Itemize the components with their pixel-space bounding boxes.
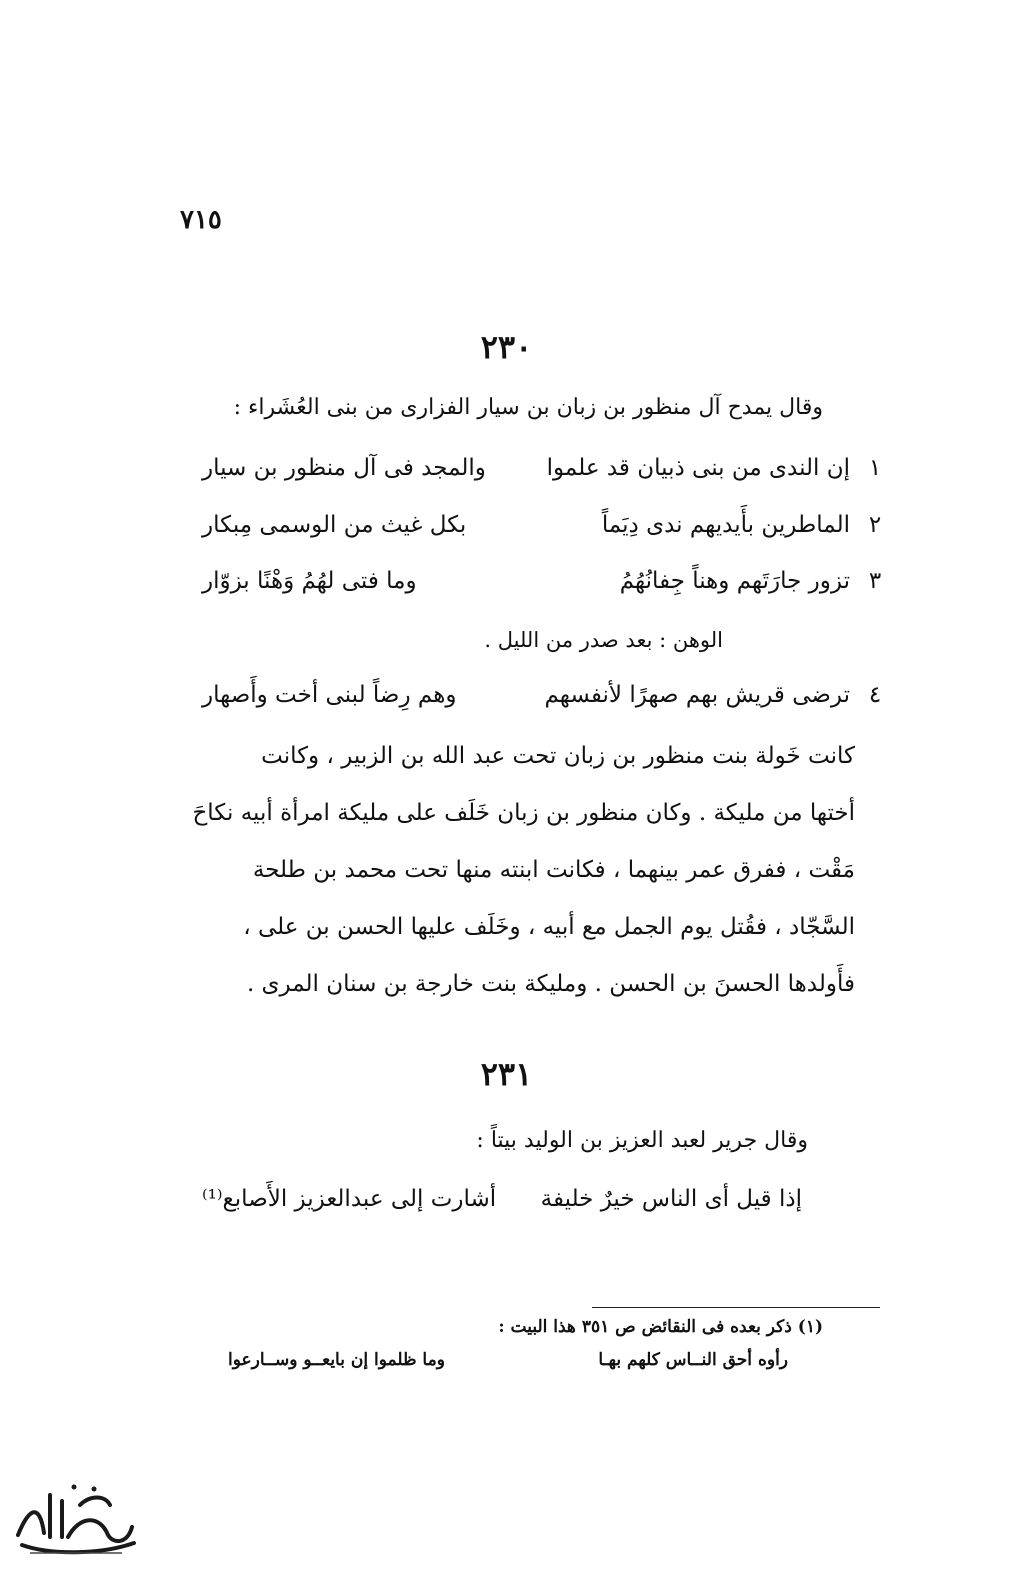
poem-231-intro: وقال جرير لعبد العزيز بن الوليد بيتاً : [476,1128,808,1153]
verse-first-hemistich: إذا قيل أى الناس خيرٌ خليفة [540,1186,802,1212]
gloss-note: الوهن : بعد صدر من الليل . [484,628,723,652]
verse-3 [190,568,890,608]
poem-231-verse [190,1186,890,1226]
footnote-divider [592,1307,880,1308]
footnote-text: (١) ذكر بعده فى النقائض ص ٣٥١ هذا البيت : [498,1317,823,1337]
calligraphy-logo [10,1465,140,1565]
verse-first-hemistich: ترضى قريش بهم صهرًا لأنفسهم [544,682,850,708]
verse-number: ٣ [868,568,882,594]
calligraphy-logo-icon [10,1465,140,1565]
poem-number-231: ٢٣١ [480,1055,533,1093]
poem-number-230: ٢٣٠ [480,328,533,366]
verse-first-hemistich: الماطرين بأَيديهم ندى دِيَماً [601,512,850,538]
verse-2 [190,512,890,552]
verse-first-hemistich: تزور جارَتَهم وهناً جِفانُهُمُ [619,568,850,594]
verse-first-hemistich: إن الندى من بنى ذبيان قد علموا [546,455,850,481]
verse-4 [190,682,890,722]
verse-second-hemistich: بكل غيث من الوسمى مِبكار [202,512,467,538]
commentary-line: فأَولدها الحسنَ بن الحسن . ومليكة بنت خارجة بن سنان المرى . [246,971,855,997]
verse-number: ٢ [868,512,882,538]
commentary-paragraph [175,728,855,1013]
verse-second-hemistich: وما فتى لهُمُ وَهْنًا بزوّار [202,568,417,594]
verse-number: ٤ [868,682,882,708]
commentary-line: أختها من مليكة . وكان منظور بن زبان خَلَف على مليكة امرأة أبيه نكاحَ [192,800,855,826]
verse-second-hemistich: والمجد فى آل منظور بن سيار [202,455,486,481]
verse-second-hemistich: أشارت إلى عبدالعزيز الأَصابع⁽¹⁾ [202,1186,497,1212]
verse-1 [190,455,890,495]
verse-number: ١ [868,455,882,481]
commentary-line: كانت خَولة بنت منظور بن زبان تحت عبد الله بن الزبير ، وكانت [261,743,855,769]
poem-230-intro: وقال يمدح آل منظور بن زبان بن سيار الفزارى من بنى العُشَراء : [233,395,823,420]
verse-second-hemistich: وهم رِضاً لبنى أخت وأَصهار [202,682,457,708]
commentary-line: مَقْت ، ففرق عمر بينهما ، فكانت ابنته منها تحت محمد بن طلحة [252,857,855,883]
page-number: ٧١٥ [180,205,222,235]
footnote-verse [228,1350,788,1380]
footnote-verse-second: وما ظلموا إن بايعــو وســارعوا [228,1350,445,1370]
footnote-verse-first: رأوه أحق النــاس كلهم بهـا [598,1350,788,1370]
commentary-line: السَّجّاد ، فقُتل يوم الجمل مع أبيه ، وخَلَف عليها الحسن بن على ، [243,914,855,940]
